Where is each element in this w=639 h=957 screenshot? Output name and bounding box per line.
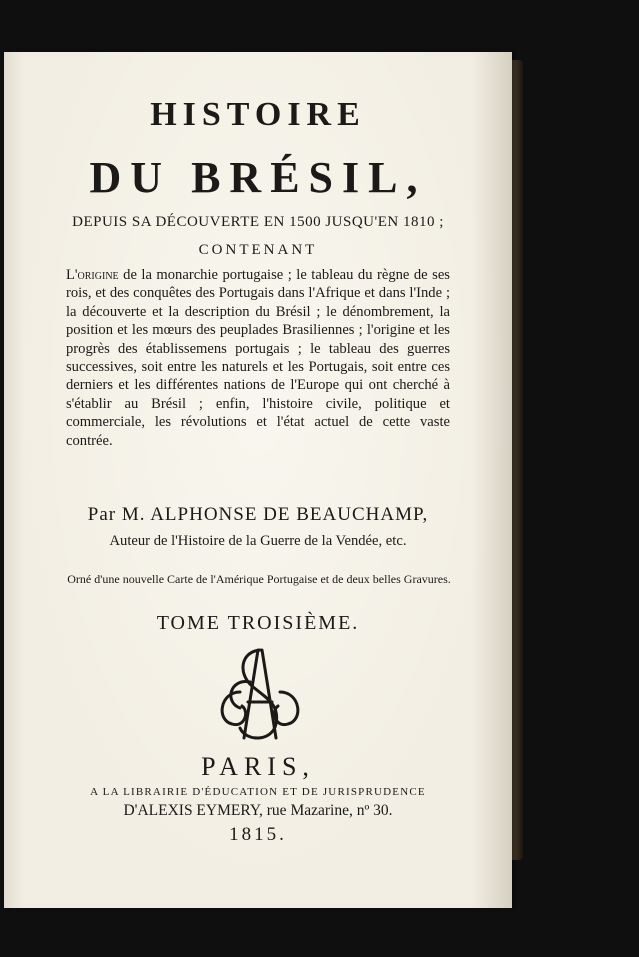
description-body: de la monarchie portugaise ; le tableau du règne de ses rois, et des conquêtes des Portugais dans l'Afrique et dans l'Inde ; la découverte et la description du Brésil ; le dénombrement, la position et les mœurs des peuplades Brasiliennes ; l'origine et les progrès des établissemens portugais ; le tableau des guerres successives, soit entre les naturels et les Portugais, soit entre ces derniers et les différentes nations de l'Europe qui ont cherché à s'établir au Brésil ; enfin, l'histoire civile, politique et commerciale, les révolutions et l'état actuel de cette vaste contrée.: [66, 267, 450, 449]
subtitle: DEPUIS SA DÉCOUVERTE EN 1500 JUSQU'EN 1810 ;: [72, 214, 444, 230]
imprint-bookseller: A LA LIBRAIRIE D'ÉDUCATION ET DE JURISPRUDENCE: [90, 786, 426, 798]
volume-label: TOME TROISIÈME.: [156, 612, 360, 634]
description-paragraph: [66, 266, 450, 450]
imprint-publisher: D'ALEXIS EYMERY, rue Mazarine, nº 30.: [123, 802, 393, 819]
contenant-heading: CONTENANT: [198, 242, 318, 258]
imprint-city: PARIS,: [201, 752, 315, 781]
imprint-year: 1815.: [229, 824, 287, 845]
ornament-note: Orné d'une nouvelle Carte de l'Amérique Portugaise et de deux belles Gravures.: [67, 572, 451, 586]
description-lead: L'origine: [66, 267, 119, 283]
author-line: Par M. ALPHONSE DE BEAUCHAMP,: [87, 504, 429, 525]
author-credit: Auteur de l'Histoire de la Guerre de la Vendée, etc.: [109, 533, 407, 549]
title-page: [4, 52, 512, 908]
monogram-icon: [210, 642, 310, 747]
title-line-1: HISTOIRE: [150, 96, 366, 133]
title-line-2: DU BRÉSIL,: [89, 153, 427, 202]
